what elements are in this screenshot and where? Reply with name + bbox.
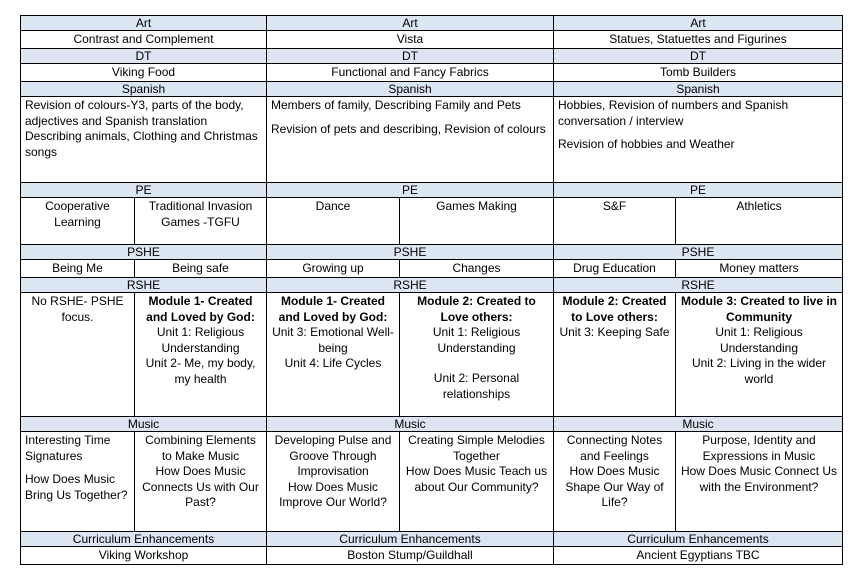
dt-topic: Functional and Fancy Fabrics	[267, 64, 554, 82]
enhancements-header-row	[21, 532, 843, 547]
rshe-cell	[21, 293, 135, 417]
pe-header-row	[21, 183, 843, 198]
rshe-unit: Unit 4: Life Cycles	[284, 356, 382, 370]
pshe-header-row	[21, 245, 843, 260]
pe-topic: S&F	[554, 198, 676, 245]
rshe-header: RSHE	[21, 278, 267, 293]
dt-header: DT	[267, 49, 554, 64]
spanish-topic-autumn	[21, 97, 267, 183]
music-header: Music	[267, 417, 554, 432]
music-cell	[676, 432, 843, 532]
dt-header-row	[21, 49, 843, 64]
music-unit: Purpose, Identity and Expressions in Music	[702, 433, 816, 463]
music-row	[21, 432, 843, 532]
spanish-line: Revision of pets and describing, Revision of colours	[271, 121, 546, 136]
dt-header: DT	[554, 49, 843, 64]
music-question: How Does Music Bring Us Together?	[25, 472, 128, 502]
pshe-topic: Drug Education	[554, 260, 676, 278]
art-header: Art	[267, 16, 554, 31]
spanish-line: Revision of colours-Y3, parts of the body, adjectives and Spanish translation	[25, 98, 244, 128]
spanish-line: Members of family, Describing Family and Pets	[271, 98, 521, 112]
art-topic: Statues, Statuettes and Figurines	[554, 31, 843, 49]
music-question: How Does Music Teach us about Our Community?	[405, 464, 548, 494]
music-unit: Developing Pulse and Groove Through Improvisation	[274, 433, 392, 478]
pe-header: PE	[554, 183, 843, 198]
pshe-header: PSHE	[21, 245, 267, 260]
music-cell	[267, 432, 400, 532]
music-cell	[554, 432, 676, 532]
music-unit: Creating Simple Melodies Together	[408, 433, 545, 463]
dt-topic: Tomb Builders	[554, 64, 843, 82]
music-unit: Combining Elements to Make Music	[145, 433, 256, 463]
curriculum-table-container	[20, 15, 842, 565]
enhancements-header: Curriculum Enhancements	[21, 532, 267, 547]
rshe-cell	[676, 293, 843, 417]
rshe-module-title: Module 3: Created to live in Community	[680, 294, 838, 324]
rshe-cell	[554, 293, 676, 417]
art-topic: Contrast and Complement	[21, 31, 267, 49]
art-header: Art	[21, 16, 267, 31]
music-cell	[135, 432, 267, 532]
rshe-header-row	[21, 278, 843, 293]
rshe-module-title: Module 1- Created and Loved by God:	[146, 294, 255, 324]
rshe-module-title: Module 2: Created to Love others:	[417, 294, 536, 324]
spanish-row	[21, 97, 843, 183]
spanish-header: Spanish	[267, 82, 554, 97]
spanish-header: Spanish	[554, 82, 843, 97]
music-question: How Does Music Shape Our Way of Life?	[565, 464, 664, 509]
pe-topic: Cooperative Learning	[21, 198, 135, 245]
spanish-line: Describing animals, Clothing and Christmas songs	[25, 129, 258, 159]
pshe-topic: Being safe	[135, 260, 267, 278]
spanish-line: Revision of hobbies and Weather	[558, 137, 735, 151]
pshe-header: PSHE	[554, 245, 843, 260]
music-question: How Does Music Improve Our World?	[279, 479, 387, 509]
enhancements-header: Curriculum Enhancements	[267, 532, 554, 547]
pe-topic: Dance	[267, 198, 400, 245]
music-question: How Does Music Connects Us with Our Past?	[142, 464, 259, 509]
curriculum-table	[20, 15, 843, 565]
rshe-unit: Unit 2: Living in the wider world	[691, 356, 827, 386]
art-row	[21, 31, 843, 49]
rshe-unit: Unit 1: Religious Understanding	[715, 325, 803, 355]
art-header-row	[21, 16, 843, 31]
dt-topic: Viking Food	[21, 64, 267, 82]
enhancement-item: Viking Workshop	[21, 547, 267, 565]
art-topic: Vista	[267, 31, 554, 49]
spanish-header-row	[21, 82, 843, 97]
pe-topic: Athletics	[676, 198, 843, 245]
rshe-text: No RSHE- PSHE focus.	[31, 294, 124, 324]
music-unit: Connecting Notes and Feelings	[566, 433, 663, 463]
rshe-header: RSHE	[554, 278, 843, 293]
rshe-row	[21, 293, 843, 417]
enhancement-item: Boston Stump/Guildhall	[267, 547, 554, 565]
rshe-unit: Unit 1: Religious Understanding	[156, 325, 245, 355]
rshe-cell	[267, 293, 400, 417]
music-header: Music	[21, 417, 267, 432]
dt-row	[21, 64, 843, 82]
music-cell	[21, 432, 135, 532]
enhancements-row	[21, 547, 843, 565]
music-cell	[400, 432, 554, 532]
spanish-line: Hobbies, Revision of numbers and Spanish conversation / interview	[558, 98, 789, 128]
pshe-topic: Money matters	[676, 260, 843, 278]
rshe-unit: Unit 2- Me, my body, my health	[145, 356, 256, 386]
pshe-topic: Changes	[400, 260, 554, 278]
music-question: How Does Music Connect Us with the Environment?	[680, 464, 838, 494]
rshe-unit: Unit 3: Keeping Safe	[559, 325, 670, 339]
pe-topic: Traditional Invasion Games -TGFU	[135, 198, 267, 245]
music-header-row	[21, 417, 843, 432]
pshe-topic: Being Me	[21, 260, 135, 278]
art-header: Art	[554, 16, 843, 31]
spanish-header: Spanish	[21, 82, 267, 97]
pe-header: PE	[267, 183, 554, 198]
enhancement-item: Ancient Egyptians TBC	[554, 547, 843, 565]
rshe-cell	[400, 293, 554, 417]
rshe-cell	[135, 293, 267, 417]
music-header: Music	[554, 417, 843, 432]
pe-row	[21, 198, 843, 245]
spanish-topic-spring	[267, 97, 554, 183]
pshe-header: PSHE	[267, 245, 554, 260]
enhancements-header: Curriculum Enhancements	[554, 532, 843, 547]
rshe-header: RSHE	[267, 278, 554, 293]
pe-topic: Games Making	[400, 198, 554, 245]
rshe-module-title: Module 1- Created and Loved by God:	[278, 294, 388, 324]
dt-header: DT	[21, 49, 267, 64]
spanish-topic-summer	[554, 97, 843, 183]
pshe-row	[21, 260, 843, 278]
pshe-topic: Growing up	[267, 260, 400, 278]
pe-header: PE	[21, 183, 267, 198]
rshe-unit: Unit 2: Personal relationships	[433, 371, 520, 401]
rshe-module-title: Module 2: Created to Love others:	[562, 294, 667, 324]
rshe-unit: Unit 1: Religious Understanding	[432, 325, 521, 355]
music-unit: Interesting Time Signatures	[25, 433, 111, 463]
rshe-unit: Unit 3: Emotional Well-being	[272, 325, 394, 355]
